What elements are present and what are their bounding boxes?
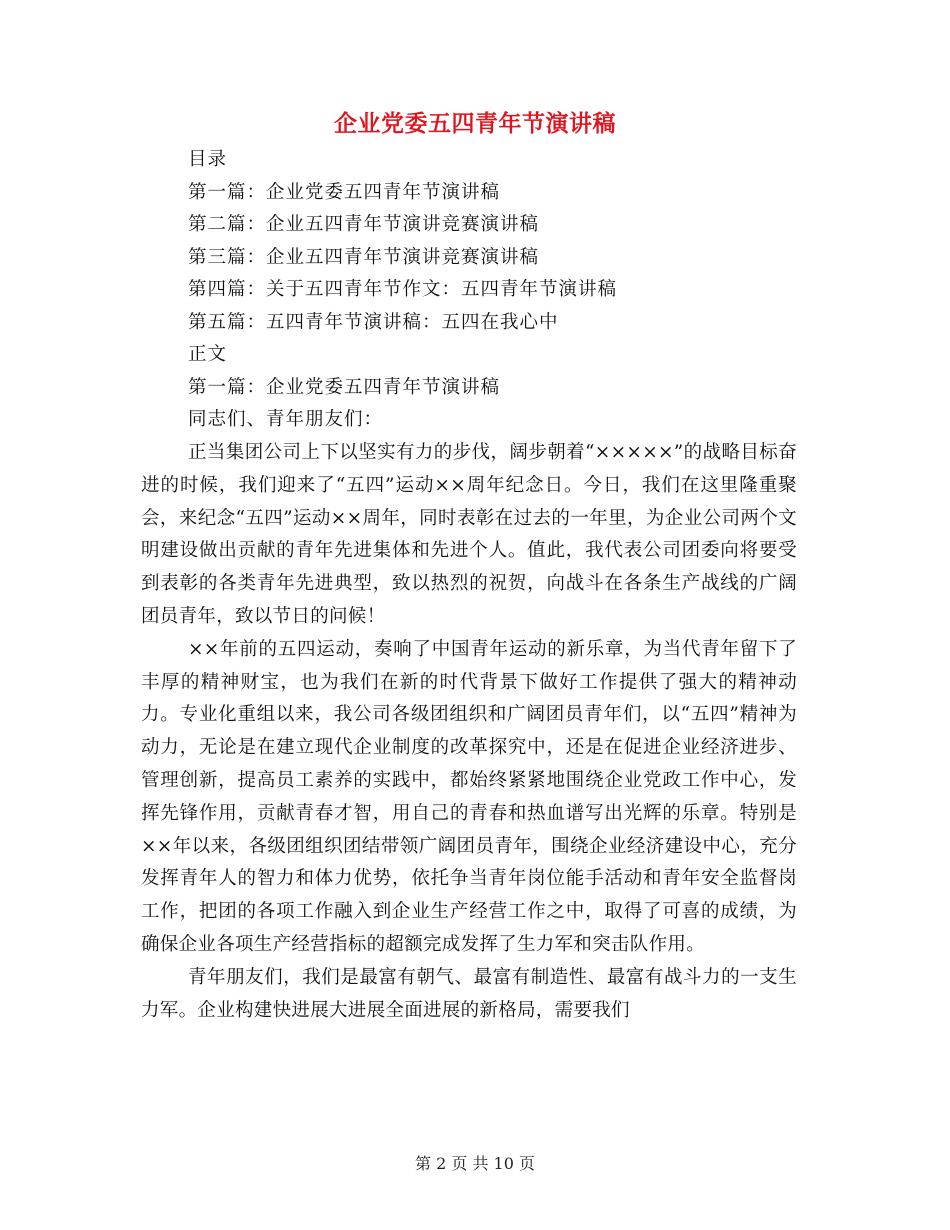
paragraph-2: ××年前的五四运动，奏响了中国青年运动的新乐章，为当代青年留下了丰厚的精神财宝，也为我们在新的时代背景下做好工作提供了强大的精神动力。专业化重组以来，我公司各级团组织和广阔团员青年们，以“五四”精神为动力，无论是在建立现代企业制度的改革探究中，还是在促进企业经济进步、管理创新，提高员工素养的实践中，都始终紧紧地围绕企业党政工作中心，发挥先锋作用，贡献青春才智，用自己的青春和热血谱写出光辉的乐章。特别是××年以来，各级团组织团结带领广阔团员青年，围绕企业经济建设中心，充分发挥青年人的智力和体力优势，依托争当青年岗位能手活动和青年安全监督岗工作，把团的各项工作融入到企业生产经营工作之中，取得了可喜的成绩，为确保企业各项生产经营指标的超额完成发挥了生力军和突击队作用。 — [141, 638, 797, 955]
salutation: 同志们、青年朋友们： — [188, 409, 384, 430]
toc-item-4: 第四篇：关于五四青年节作文：五四青年节演讲稿 — [188, 279, 618, 300]
toc-item-1: 第一篇：企业党委五四青年节演讲稿 — [188, 181, 501, 203]
document-title: 企业党委五四青年节演讲稿 — [334, 110, 616, 137]
body-heading: 正文 — [188, 344, 228, 365]
body-text — [141, 437, 797, 1027]
toc-item-3: 第三篇：企业五四青年节演讲竞赛演讲稿 — [188, 246, 540, 268]
section-heading: 第一篇：企业党委五四青年节演讲稿 — [188, 376, 501, 398]
paragraph-1: 正当集团公司上下以坚实有力的步伐，阔步朝着“×××××”的战略目标奋进的时候，我们迎来了“五四”运动××周年纪念日。今日，我们在这里隆重聚会，来纪念“五四”运动××周年，同时表彰在过去的一年里，为企业公司两个文明建设做出贡献的青年先进集体和先进个人。值此，我代表公司团委向将要受到表彰的各类青年先进典型，致以热烈的祝贺，向战斗在各条生产战线的广阔团员青年，致以节日的问候！ — [141, 442, 797, 627]
toc-item-5: 第五篇：五四青年节演讲稿：五四在我心中 — [188, 311, 559, 333]
paragraph-3: 青年朋友们，我们是最富有朝气、最富有制造性、最富有战斗力的一支生力军。企业构建快进展大进展全面进展的新格局，需要我们 — [141, 966, 797, 1021]
page-footer: 第 2 页 共 10 页 — [415, 1154, 535, 1173]
toc-item-2: 第二篇：企业五四青年节演讲竞赛演讲稿 — [188, 214, 540, 235]
toc-heading: 目录 — [188, 149, 228, 170]
table-of-contents — [188, 144, 808, 437]
